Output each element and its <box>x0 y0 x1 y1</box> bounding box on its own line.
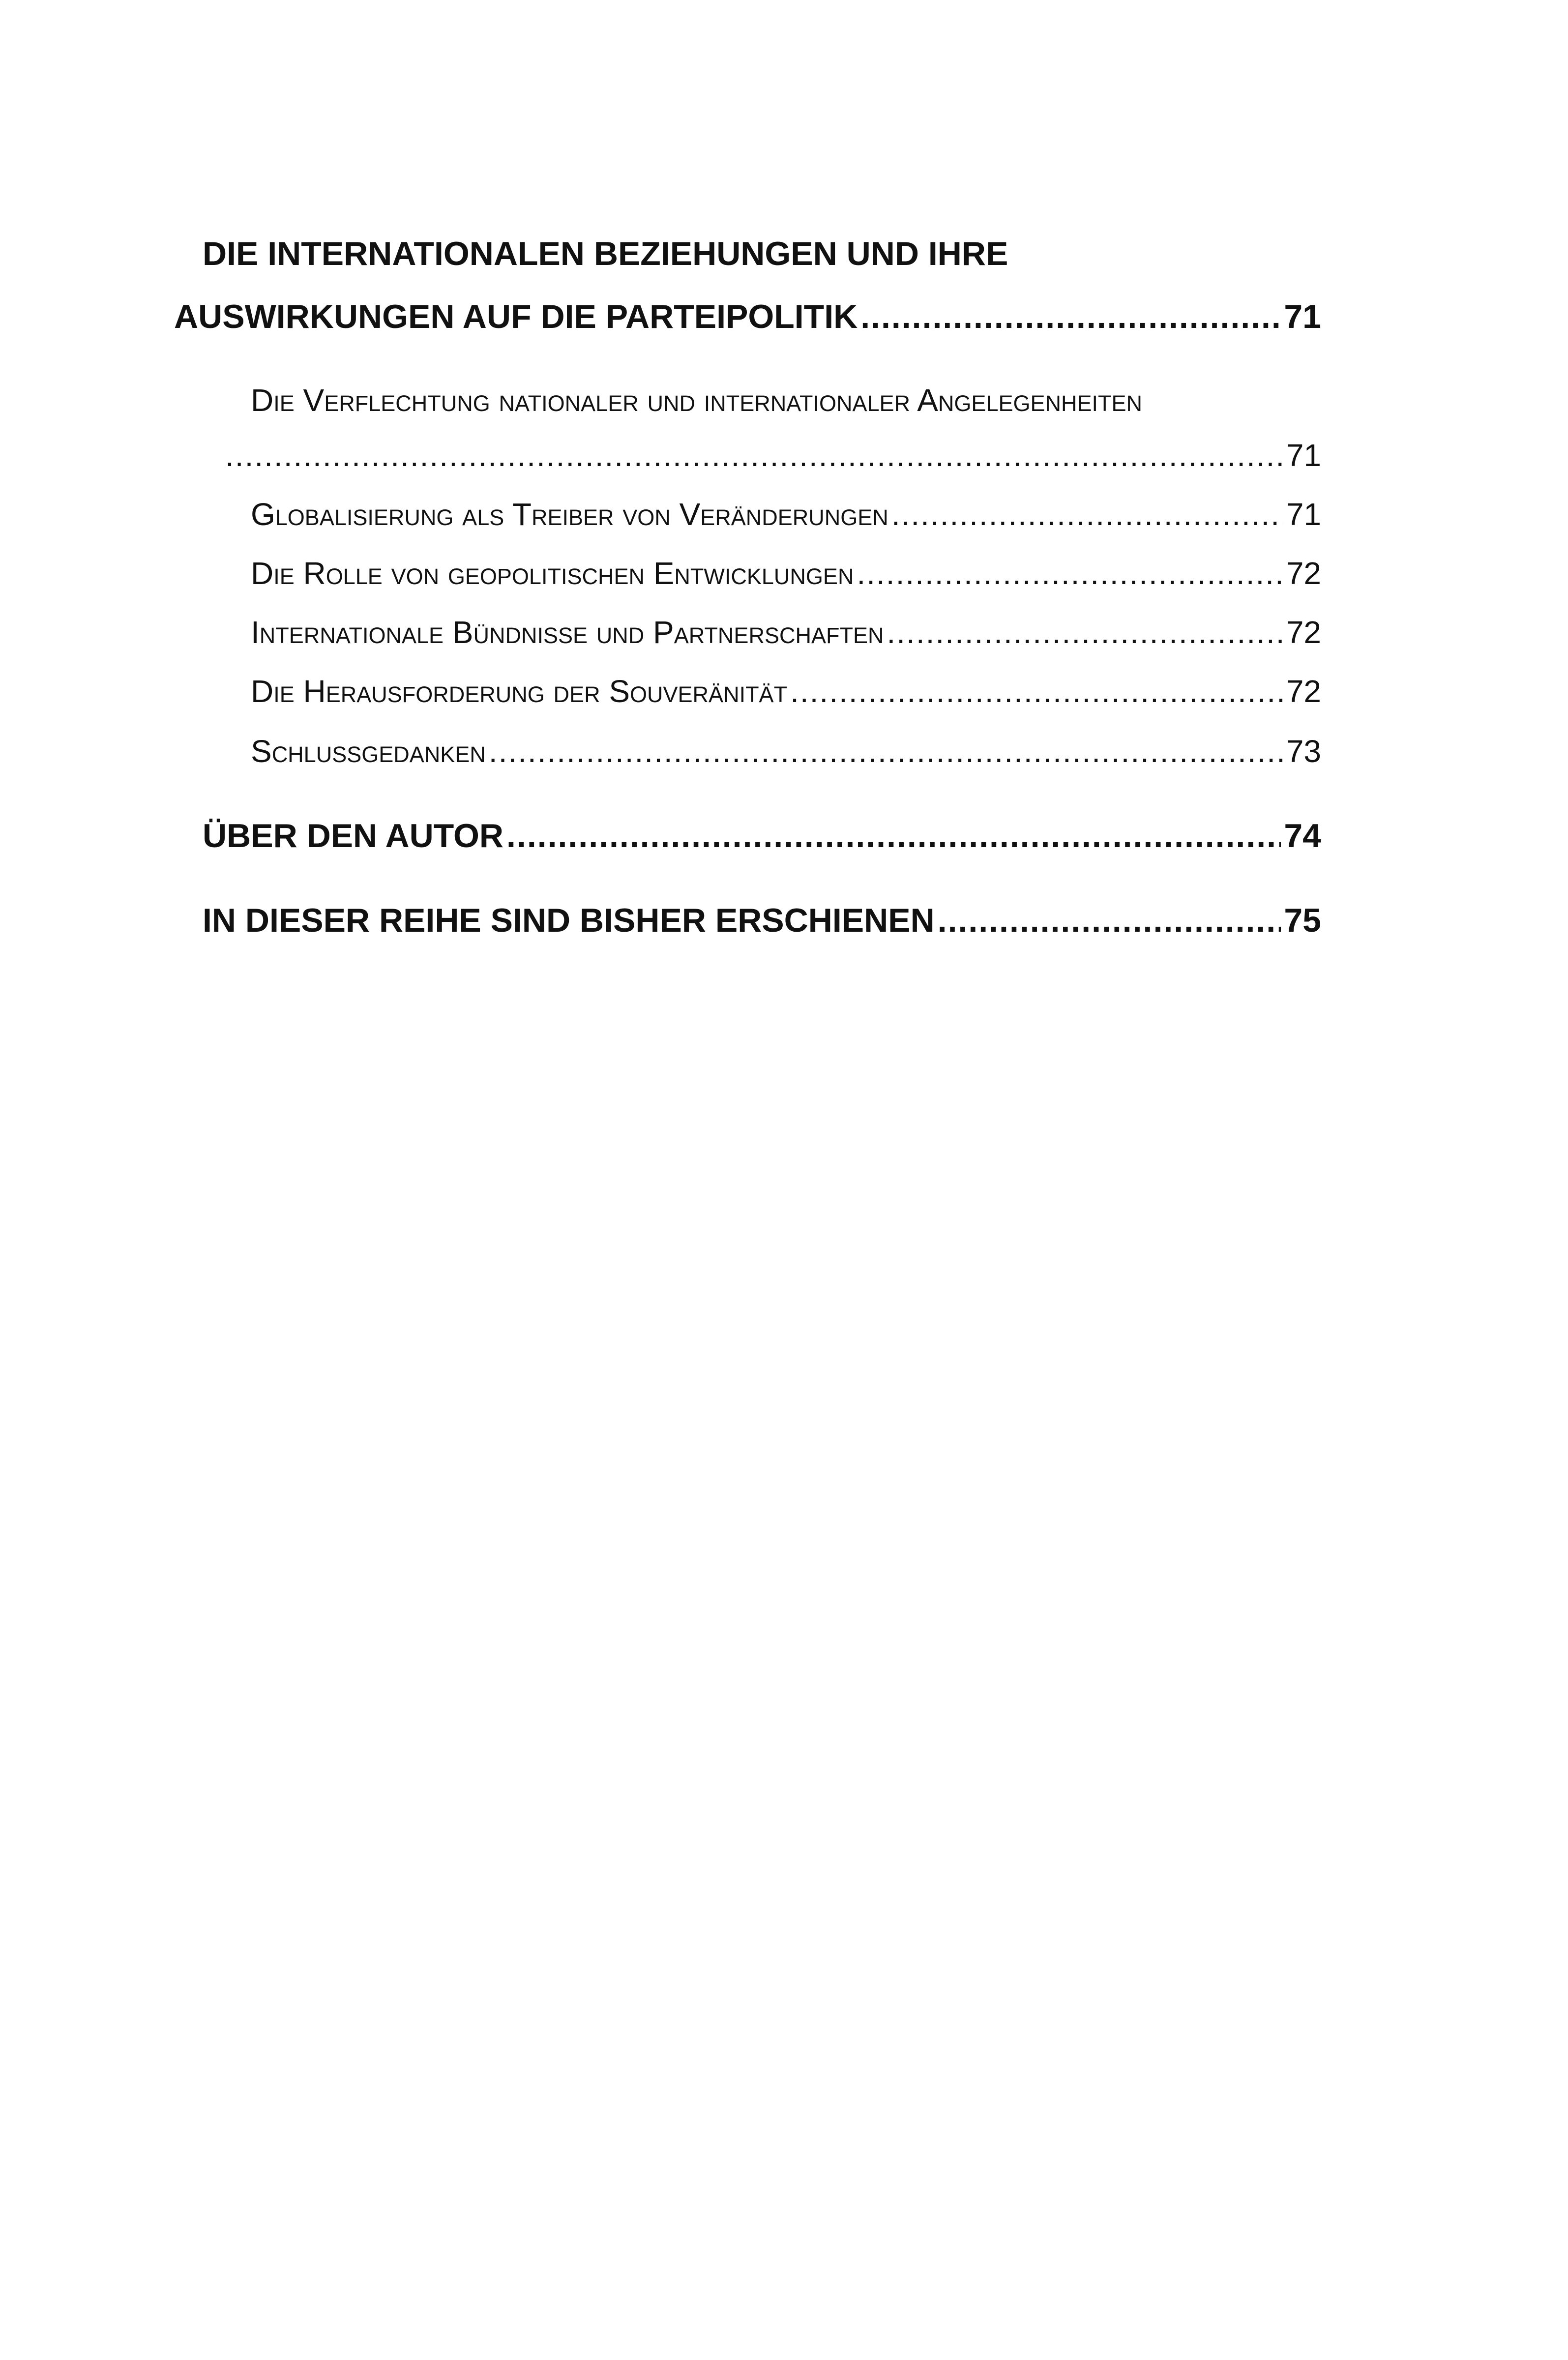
toc-page-number: 73 <box>1286 734 1321 769</box>
dot-leader <box>938 901 1281 940</box>
toc-section-label: Die Herausforderung der Souveränität <box>251 674 788 709</box>
toc-page-number: 72 <box>1286 556 1321 591</box>
toc-page-number: 75 <box>1284 902 1321 939</box>
dot-leader <box>225 437 1283 474</box>
toc-chapter-international-line2[interactable] <box>174 297 1321 336</box>
toc-chapter-international-line1[interactable] <box>203 234 1321 273</box>
dot-leader <box>857 555 1283 592</box>
toc-section-label: Die Rolle von geopolitischen Entwicklungen <box>251 556 854 591</box>
toc-section-verflechtung-line2[interactable] <box>222 437 1321 474</box>
dot-leader <box>790 673 1283 710</box>
toc-page-number: 71 <box>1286 438 1321 473</box>
dot-leader <box>506 816 1281 856</box>
toc-page-number: 71 <box>1286 497 1321 532</box>
toc-section-globalisierung[interactable] <box>251 496 1321 533</box>
dot-leader <box>860 297 1281 336</box>
toc-page-number: 72 <box>1286 615 1321 650</box>
toc-section-label: Schlussgedanken <box>251 734 486 769</box>
toc-chapter-label: ÜBER DEN AUTOR <box>203 817 504 855</box>
toc-section-label: Die Verflechtung nationaler und internationaler Angelegenheiten <box>251 383 1143 418</box>
toc-chapter-author[interactable] <box>203 816 1321 856</box>
toc-section-schlussgedanken[interactable] <box>251 733 1321 770</box>
toc-section-label: Globalisierung als Treiber von Veränderungen <box>251 497 888 532</box>
toc-section-label: Internationale Bündnisse und Partnerschaften <box>251 615 884 650</box>
toc-page-number: 71 <box>1284 298 1321 335</box>
toc-chapter-label: IN DIESER REIHE SIND BISHER ERSCHIENEN <box>203 902 935 939</box>
toc-chapter-series[interactable] <box>203 901 1321 940</box>
dot-leader <box>489 733 1283 770</box>
dot-leader <box>887 614 1283 651</box>
toc-page-number: 74 <box>1284 817 1321 855</box>
toc-chapter-label: DIE INTERNATIONALEN BEZIEHUNGEN UND IHRE <box>203 235 1008 272</box>
toc-section-souveraenitaet[interactable] <box>251 673 1321 710</box>
toc-section-verflechtung-line1[interactable] <box>251 382 1321 419</box>
toc-section-geopolitik[interactable] <box>251 555 1321 592</box>
dot-leader <box>891 496 1283 533</box>
toc-section-buendnisse[interactable] <box>251 614 1321 651</box>
toc-page-number: 72 <box>1286 674 1321 709</box>
toc-chapter-label: AUSWIRKUNGEN AUF DIE PARTEIPOLITIK <box>174 298 858 335</box>
